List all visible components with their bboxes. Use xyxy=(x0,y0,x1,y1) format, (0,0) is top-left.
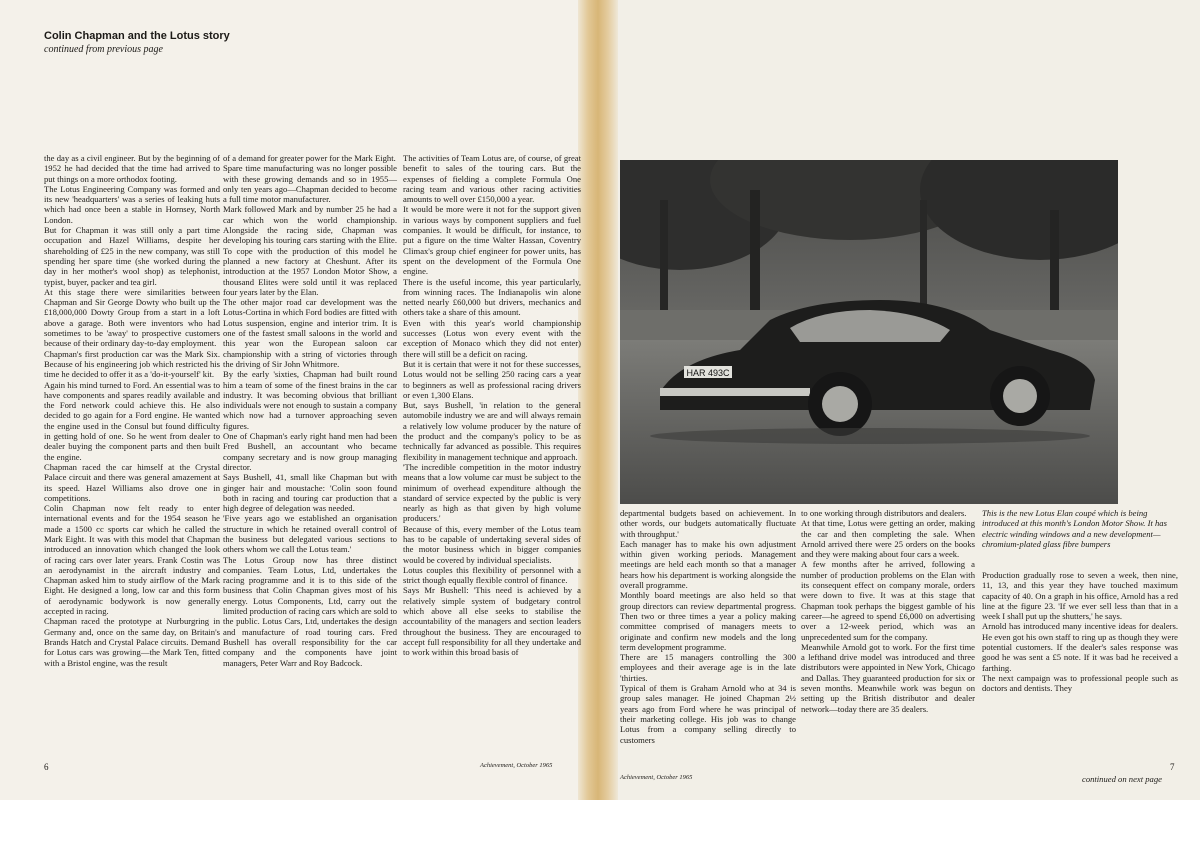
paragraph: The Lotus Engineering Company was formed and its new 'headquarters' was a series of leaking huts which had once been a stable in Hornsey, North London. xyxy=(44,183,220,225)
paragraph: Lotus couples this flexibility of personnel with a strict though equally flexible control of finance. xyxy=(403,564,581,586)
text-column-5 xyxy=(801,508,975,714)
paragraph: Each manager has to make his own adjustment within given working periods. Management meetings are held each month so that a manager hears how his department is working alongside the overall programme. xyxy=(620,538,796,591)
paragraph: Typical of them is Graham Arnold who at 34 is group sales manager. He joined Chapman 2½ years ago from Ford where he was principal of their marketing college. His job was to change Lotus from a company selling directly to customers xyxy=(620,683,796,745)
text-column-3 xyxy=(403,153,581,658)
car-photo xyxy=(620,160,1118,504)
binding-gutter xyxy=(578,0,618,800)
text-column-6 xyxy=(982,570,1178,694)
paragraph: to one working through distributors and dealers. xyxy=(801,508,967,518)
lotus-elan-image xyxy=(620,160,1118,504)
paragraph: Says Mr Bushell: 'This need is achieved by a relatively simple system of budgetary control which above all else seeks to stabilise the accountability of the managers and section leaders throughout the business. They are encouraged to accept full responsibility for all they undertake and to work within this broad basis of xyxy=(403,585,581,658)
text-column-1 xyxy=(44,153,220,668)
paragraph: of a demand for greater power for the Mark Eight. xyxy=(223,153,396,163)
paragraph: Chapman raced the car himself at the Crystal Palace circuit and there was general amazement at its speed. Hazel Williams also drove one in competitions. xyxy=(44,461,220,503)
text-column-4 xyxy=(620,508,796,745)
page-number-right: 7 xyxy=(1170,762,1175,772)
paragraph: Mark followed Mark and by number 25 he had a car which won the world championship. Alongside the racing side, Chapman was developing his touring cars starting with the Elite. To cope with the production of this model he planned a new factory at Cheshunt. After its introduction at the 1957 London Motor Show, a thousand Elites were sold until it was replaced four years later by the Elan. xyxy=(223,204,397,297)
page-number-left: 6 xyxy=(44,762,49,772)
paragraph: The next campaign was to professional people such as doctors and dentists. They xyxy=(982,672,1178,694)
paragraph: At this stage there were similarities between Chapman and Sir George Dowty who built up the £18,000,000 Dowty Group from a start in a loft above a garage. Both were inventors who had sometimes to be 'away' to prospective customers because of their ordinary day-to-day employment. xyxy=(44,286,220,349)
paragraph: departmental budgets based on achievement. In other words, our budgets automatically fluctuate with throughput.' xyxy=(620,508,796,539)
plate-text: HAR 493C xyxy=(686,368,730,378)
text-column-2 xyxy=(223,153,397,668)
photo-caption: This is the new Lotus Elan coupé which is being introduced at this month's London Motor Show. It has electric winding windows and a new development—chromium-plated glass fibre bumpers xyxy=(982,508,1167,549)
paragraph: the day as a civil engineer. But by the beginning of 1952 he had decided that the time had arrived to put things on a more orthodox footing. xyxy=(44,153,220,184)
paragraph: Chapman's first production car was the Mark Six. Because of his engineering job which restricted his time he decided to offer it as a 'do-it-yourself' kit. xyxy=(44,348,220,380)
paragraph: Even with this year's world championship successes (Lotus won every event with the exception of Monaco which they did not enter) there will still be a deficit on racing. xyxy=(403,317,581,359)
paragraph: 'The incredible competition in the motor industry means that a low volume car must be subject to the minimum of overhead expenditure although the standard of service expected by the public is very nearly as high as that given by high volume producers.' xyxy=(403,461,581,524)
paragraph: Says Bushell, 41, small like Chapman but with ginger hair and moustache: 'Colin soon found both in racing and touring car production that a high degree of delegation was needed. xyxy=(223,472,397,514)
paragraph: Production gradually rose to seven a week, then nine, 11, 13, and this year they have touched maximum capacity of 40. On a graph in his office, Arnold has a red line at the figure 23. 'If we ever sell less than that in a week I shall put up the shutters,' he says. xyxy=(982,570,1178,622)
paragraph: Because of this, every member of the Lotus team has to be capable of undertaking several sides of the motor business which in bigger companies would be covered by individual specialists. xyxy=(403,523,581,565)
article-title: Colin Chapman and the Lotus story xyxy=(44,30,230,42)
paragraph: By the early 'sixties, Chapman had built round him a team of some of the finest brains in the car industry. It was becoming obvious that brilliant individuals were not enough to sustain a company which now had a turnover approaching seven figures. xyxy=(223,369,397,431)
paragraph: It would be more were it not for the support given in various ways by component suppliers and fuel companies. It would be difficult, for instance, to put a figure on the time Walter Hassan, Coventry Climax's group chief engineer for power units, has spent on the development of the Formula One engine. xyxy=(403,204,581,277)
paragraph: There is the useful income, this year particularly, from winning races. The Indianapolis win alone netted nearly £60,000 but drivers, mechanics and others take a share of this amount. xyxy=(403,276,581,318)
footer-left: Achievement, October 1965 xyxy=(480,762,553,769)
footer-right: Achievement, October 1965 xyxy=(620,774,693,781)
paragraph: The other major road car development was the Lotus-Cortina in which Ford bodies are fitted with Lotus suspension, engine and interior trim. It is one of the fastest small saloons in the world and this year won the European saloon car championship with a string of victories through the driving of Sir John Whitmore. xyxy=(223,297,397,369)
paragraph: Again his mind turned to Ford. An essential was to have components and spares readily available and the Ford network could achieve this. He also decided to go again for a Ford engine. He wanted the engine used in the Consul but found difficulty in getting hold of one. So he went from dealer to dealer buying the component parts and then built the engine. xyxy=(44,379,220,462)
paragraph: Arnold has introduced many incentive ideas for dealers. He even got his own staff to ring up as though they were potential customers. If the dealer's sales response was good he was sent a £5 note. If it was bad he received a farthing. xyxy=(982,621,1178,673)
paragraph: 'Five years ago we established an organisation structure in which he retained overall control of the business but delegated various sections to others whom we call the Lotus team.' xyxy=(223,513,397,555)
paragraph: Chapman raced the prototype at Nurburgring in Germany and, once on the same day, on Britain's Brands Hatch and Crystal Palace circuits. Demand for Lotus cars was growing—the Mark Ten, fitted with a Bristol engine, was the result xyxy=(44,616,220,668)
paragraph: One of Chapman's early right hand men had been Fred Bushell, an accountant who became company secretary and is now group managing director. xyxy=(223,431,397,472)
paragraph: The Lotus Group now has three distinct companies. Team Lotus, Ltd, undertakes the racing programme and it is to this side of the business that Colin Chapman gives most of his energy. Lotus Components, Ltd, carry out the limited production of racing cars which are sold to the public. Lotus Cars, Ltd, undertakes the design and manufacture of road touring cars. Fred Bushell has overall responsibility for the car company and the components have joint managers, Peter Warr and Roy Badcock. xyxy=(223,554,397,668)
paragraph: A few months after he arrived, following a number of production problems on the Elan with its consequent effect on company morale, orders were down to five. It was at this stage that Chapman took perhaps the biggest gamble of his career—he agreed to spend £6,000 on advertising over a 12-week period, which was an unprecedented sum for the company. xyxy=(801,559,975,642)
paragraph: At that time, Lotus were getting an order, making the car and then completing the sale. When Arnold arrived there were 25 orders on the books and they were making about four cars a week. xyxy=(801,518,975,560)
paragraph: Meanwhile Arnold got to work. For the first time a lefthand drive model was introduced and three distributors were appointed in New York, Chicago and Dallas. They guaranteed production for six or seven months. Meanwhile work was begun on setting up the British distributor and dealer network—today there are 35 dealers. xyxy=(801,641,975,714)
continued-next: continued on next page xyxy=(1082,774,1162,784)
article-subtitle: continued from previous page xyxy=(44,44,163,55)
paragraph: Monthly board meetings are also held so that group directors can review departmental progress. Then two or three times a year a policy making committee comprised of managers meets to originate and confirm new models and the long term development programme. xyxy=(620,590,796,652)
paragraph: But it is certain that were it not for these successes, Lotus would not be selling 250 racing cars a year to beginners as well as professional racing drivers or even 1,300 Elans. xyxy=(403,358,581,400)
paragraph: There are 15 managers controlling the 300 employees and their average age is in the late 'thirties. xyxy=(620,652,796,683)
paragraph: But for Chapman it was still only a part time occupation and Hazel Williams, despite her shareholding of £25 in the new company, was still spending her spare time (she worked during the day in her mother's wool shop) as telephonist, typist, buyer, packer and tea girl. xyxy=(44,225,220,287)
paragraph: The activities of Team Lotus are, of course, of great benefit to sales of the touring cars. But the expenses of fielding a complete Formula One racing team and various other racing activities amounts to well over £150,000 a year. xyxy=(403,153,581,205)
paragraph: Spare time manufacturing was no longer possible with these growing demands and so in 1955—only ten years ago—Chapman decided to become a full time motor manufacturer. xyxy=(223,163,397,205)
paragraph: But, says Bushell, 'in relation to the general automobile industry we are and will always remain a relatively low volume producer by the nature of the product and the company's policy to be as technically far advanced as possible. This requires flexibility in management technique and approach. xyxy=(403,400,581,462)
paragraph: Colin Chapman now felt ready to enter international events and for the 1954 season he made a 1500 cc sports car which he called the Mark Eight. It was with this model that Chapman introduced an innovation which changed the look of racing cars over later years. Frank Costin was an aerodynamist in the aircraft industry and Chapman asked him to study airflow of the Mark Eight. He designed a long, low car and this form of aerodynamic bodywork is now generally accepted in racing. xyxy=(44,503,220,617)
